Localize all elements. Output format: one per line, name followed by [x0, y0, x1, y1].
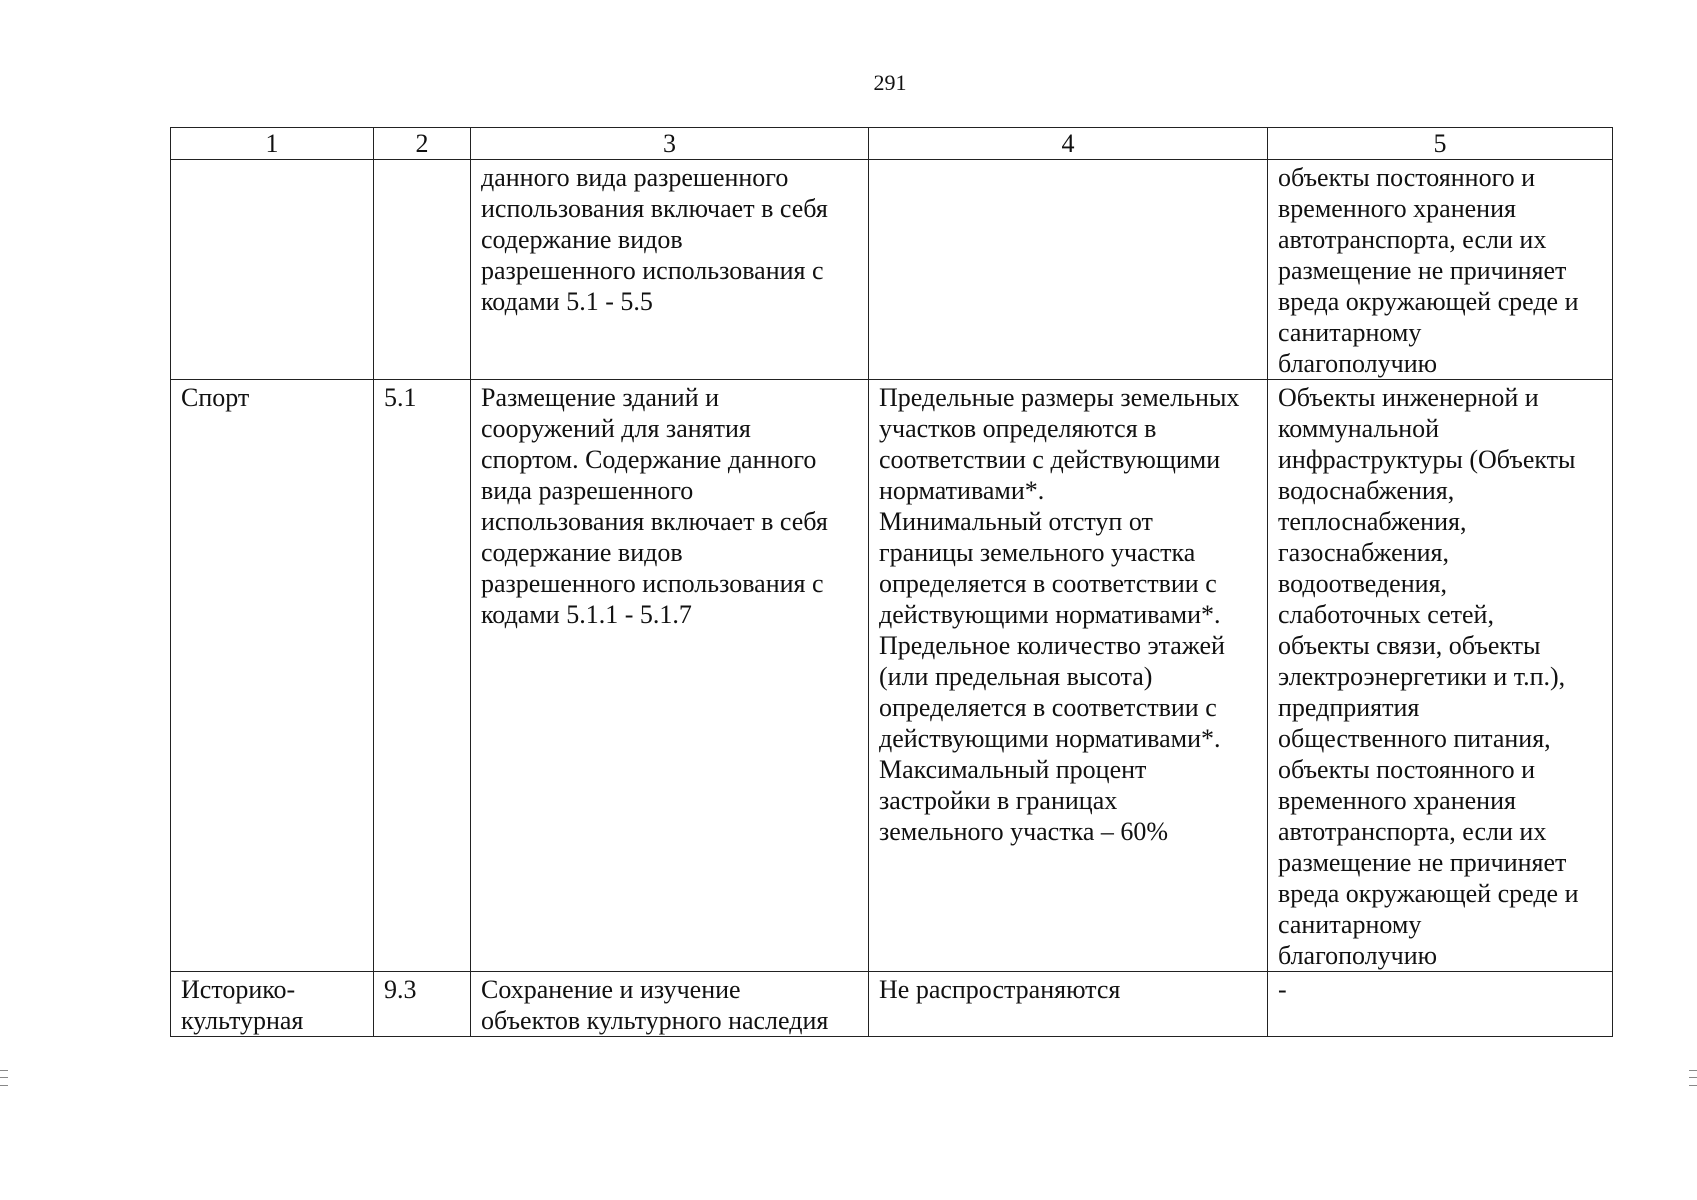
use-description-cell: Размещение зданий и сооружений для занятия спортом. Содержание данного вида разрешенного использования включает в себя содержание видов разрешенного использования с кодами 5.1.1 - 5.1.7: [471, 380, 869, 972]
table-row: [171, 972, 1613, 1037]
table-row: [171, 160, 1613, 380]
column-header: 4: [869, 128, 1268, 160]
land-use-table: [170, 127, 1613, 1037]
column-header: 2: [374, 128, 471, 160]
auxiliary-uses-cell: Объекты инженерной и коммунальной инфраструктуры (Объекты водоснабжения, теплоснабжения, газоснабжения, водоотведения, слаботочных сетей, объекты связи, объекты электроэнергетики и т.п.), предприятия общественного питания, объекты постоянного и временного хранения автотранспорта, если их размещение не причиняет вреда окружающей среде и санитарному благополучию: [1268, 380, 1613, 972]
use-description-cell: Сохранение и изучение объектов культурного наследия: [471, 972, 869, 1037]
page-number: 291: [873, 70, 907, 95]
table-row: [171, 380, 1613, 972]
use-parameters-cell: Не распространяются: [869, 972, 1268, 1037]
column-header: 5: [1268, 128, 1613, 160]
use-description-cell: данного вида разрешенного использования включает в себя содержание видов разрешенного использования с кодами 5.1 - 5.5: [471, 160, 869, 380]
use-parameters-cell: Предельные размеры земельных участков определяются в соответствии с действующими нормативами*. Минимальный отступ от границы земельного участка определяется в соответствии с действующими нормативами*. Предельное количество этажей (или предельная высота) определяется в соответствии с действующими нормативами*. Максимальный процент застройки в границах земельного участка – 60%: [869, 380, 1268, 972]
left-scan-mark: [0, 1070, 8, 1086]
use-parameters-cell: [869, 160, 1268, 380]
column-header: 3: [471, 128, 869, 160]
use-code-cell: 5.1: [374, 380, 471, 972]
auxiliary-uses-cell: -: [1268, 972, 1613, 1037]
right-scan-mark: [1689, 1070, 1697, 1086]
use-name-cell: Историко- культурная: [171, 972, 374, 1037]
use-name-cell: Спорт: [171, 380, 374, 972]
auxiliary-uses-cell: объекты постоянного и временного хранения автотранспорта, если их размещение не причиняет вреда окружающей среде и санитарному благополучию: [1268, 160, 1613, 380]
table-header-row: [171, 128, 1613, 160]
column-header: 1: [171, 128, 374, 160]
use-code-cell: 9.3: [374, 972, 471, 1037]
use-name-cell: [171, 160, 374, 380]
use-code-cell: [374, 160, 471, 380]
